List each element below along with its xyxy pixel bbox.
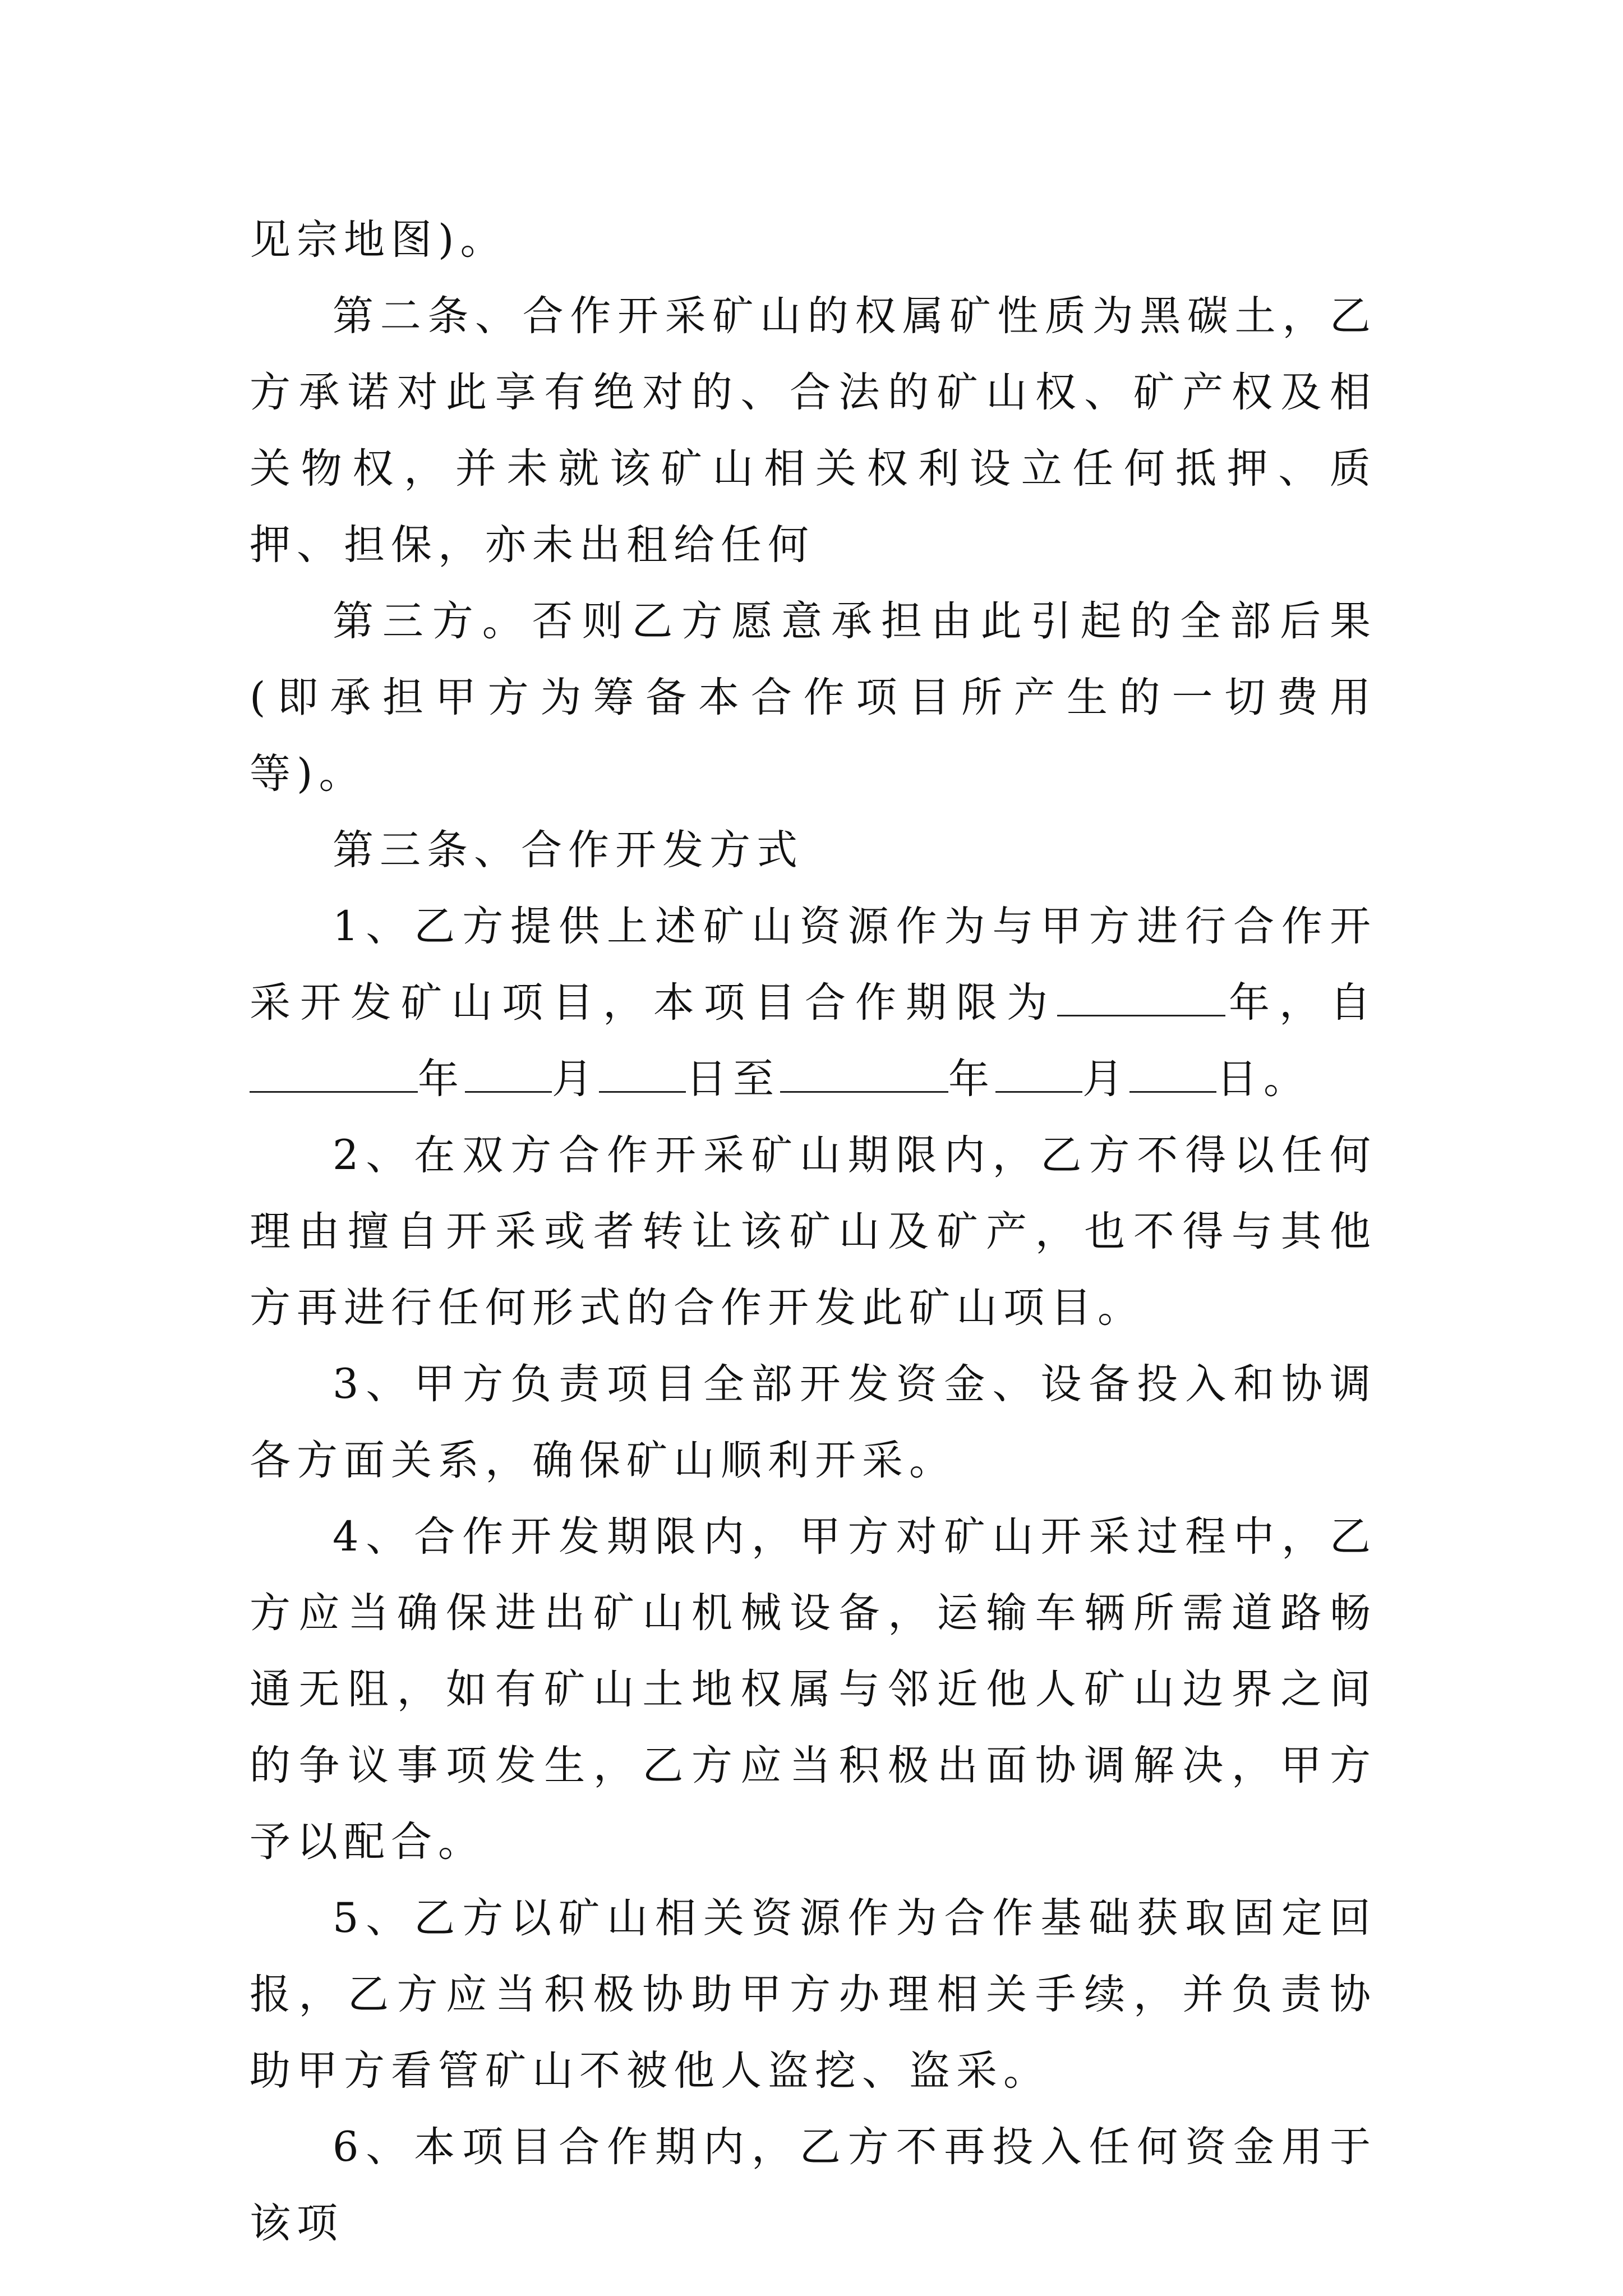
end-month-blank[interactable] [995, 1052, 1082, 1093]
document-body [250, 202, 1377, 2262]
start-month-blank[interactable] [465, 1052, 552, 1093]
clause-1-text-h: 日。 [1216, 1055, 1311, 1103]
paragraph-clause-5: 5、乙方以矿山相关资源作为合作基础获取固定回报，乙方应当积极协助甲方办理相关手续，并负责协助甲方看管矿山不被他人盗挖、盗采。 [250, 1894, 1377, 2095]
clause-1-text-c: 年 [418, 1055, 465, 1103]
clause-1-text-g: 月 [1082, 1055, 1129, 1103]
paragraph-clause-4: 4、合作开发期限内，甲方对矿山开采过程中，乙方应当确保进出矿山机械设备，运输车辆所需道路畅通无阻，如有矿山土地权属与邻近他人矿山边界之间的争议事项发生，乙方应当积极出面协调解决，甲方予以配合。 [250, 1513, 1377, 1866]
clause-1-text-e: 日至 [686, 1055, 780, 1103]
paragraph-clause-6: 6、本项目合作期内，乙方不再投入任何资金用于该项 [250, 2123, 1377, 2247]
start-day-blank[interactable] [599, 1052, 686, 1093]
start-year-blank[interactable] [250, 1052, 418, 1093]
end-year-blank[interactable] [780, 1052, 948, 1093]
paragraph-clause-1 [250, 889, 1377, 1117]
paragraph-article-2: 第二条、合作开采矿山的权属矿性质为黑碳土，乙方承诺对此享有绝对的、合法的矿山权、矿产权及相关物权，并未就该矿山相关权利设立任何抵押、质押、担保，亦未出租给任何 [250, 292, 1377, 569]
end-day-blank[interactable] [1129, 1052, 1216, 1093]
clause-1-text-f: 年 [948, 1055, 995, 1103]
paragraph-clause-3: 3、甲方负责项目全部开发资金、设备投入和协调各方面关系，确保矿山顺利开采。 [250, 1360, 1377, 1484]
paragraph-continuation: 见宗地图)。 [250, 216, 508, 264]
paragraph-third-party: 第三方。否则乙方愿意承担由此引起的全部后果(即承担甲方为筹备本合作项目所产生的一切费用等)。 [250, 597, 1377, 798]
clause-1-text-d: 月 [552, 1055, 599, 1103]
clause-1-text-a: 1、乙方提供上述矿山资源作为与甲方进行合作开采开发矿山项目，本项目合作期限为 [250, 903, 1377, 1027]
heading-article-3: 第三条、合作开发方式 [333, 826, 804, 874]
clause-1-text-b: 年，自 [1225, 979, 1377, 1027]
term-years-blank[interactable] [1057, 976, 1225, 1016]
paragraph-clause-2: 2、在双方合作开采矿山期限内，乙方不得以任何理由擅自开采或者转让该矿山及矿产，也不得与其他方再进行任何形式的合作开发此矿山项目。 [250, 1131, 1377, 1332]
